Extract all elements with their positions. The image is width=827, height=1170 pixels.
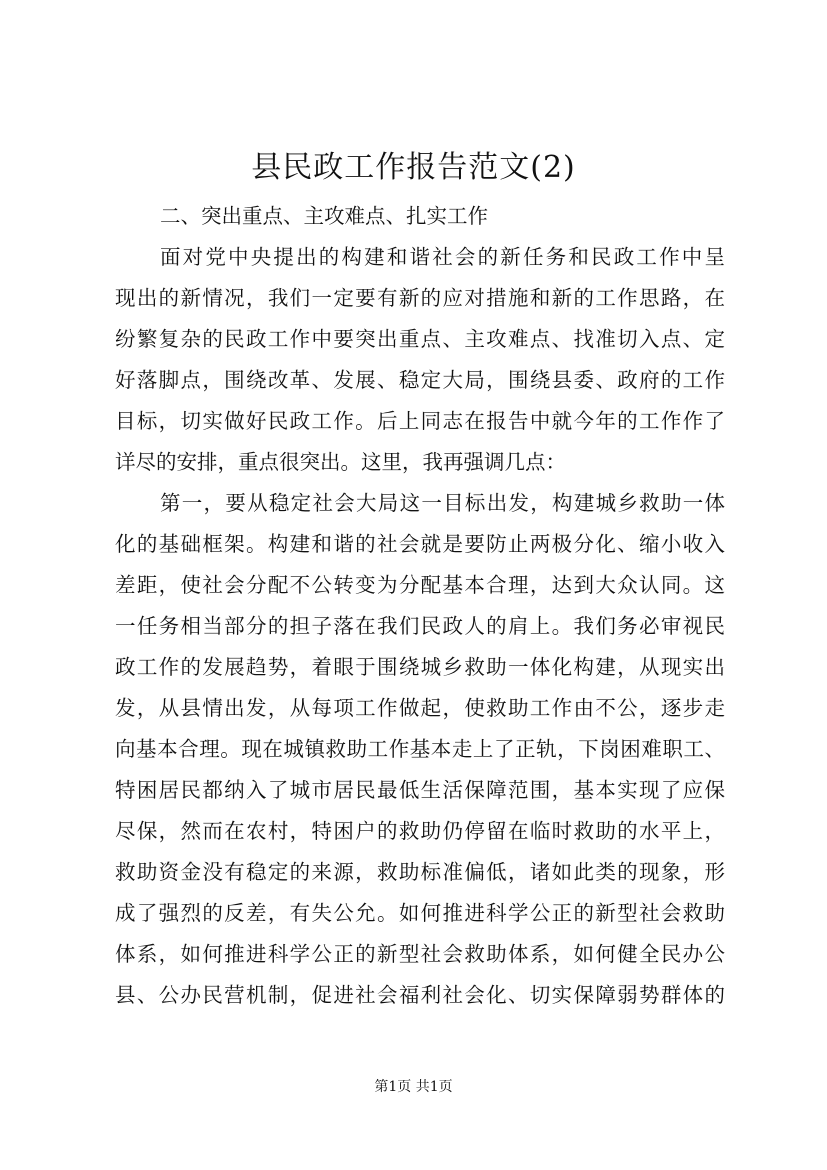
text-line: 详尽的安排，重点很突出。这里，我再强调几点： [115,450,566,474]
text-line: 成了强烈的反差，有失公允。如何推进科学公正的新型社会救助 [115,901,725,925]
text-line: 第一，要从稳定社会大局这一目标出发，构建城乡救助一体 [160,491,725,515]
text-line: 目标，切实做好民政工作。后上同志在报告中就今年的工作作了 [115,409,725,433]
text-line: 发，从县情出发，从每项工作做起，使救助工作由不公，逐步走 [115,696,725,720]
page-number-footer: 第1页 共1页 [374,1079,453,1095]
text-line: 体系，如何推进科学公正的新型社会救助体系，如何健全民办公 [115,942,725,966]
text-line: 现出的新情况，我们一定要有新的应对措施和新的工作思路，在 [115,286,725,310]
text-line: 政工作的发展趋势，着眼于围绕城乡救助一体化构建，从现实出 [115,655,725,679]
text-line: 纷繁复杂的民政工作中要突出重点、主攻难点、找准切入点、定 [115,327,725,351]
text-line: 特困居民都纳入了城市居民最低生活保障范围，基本实现了应保 [115,778,725,802]
document-title: 县民政工作报告范文(2) [251,150,576,185]
text-line: 差距，使社会分配不公转变为分配基本合理，达到大众认同。这 [115,573,725,597]
text-line: 向基本合理。现在城镇救助工作基本走上了正轨，下岗困难职工、 [115,737,725,761]
text-line: 一任务相当部分的担子落在我们民政人的肩上。我们务必审视民 [115,614,725,638]
text-line: 尽保，然而在农村，特困户的救助仍停留在临时救助的水平上， [115,819,725,843]
text-line: 面对党中央提出的构建和谐社会的新任务和民政工作中呈 [160,245,725,269]
text-line: 县、公办民营机制，促进社会福利社会化、切实保障弱势群体的 [115,983,725,1007]
section-heading: 二、突出重点、主攻难点、扎实工作 [160,204,488,228]
text-line: 救助资金没有稳定的来源，救助标准偏低，诸如此类的现象，形 [115,860,725,884]
text-line: 化的基础框架。构建和谐的社会就是要防止两极分化、缩小收入 [115,532,725,556]
text-line: 好落脚点，围绕改革、发展、稳定大局，围绕县委、政府的工作 [115,368,725,392]
